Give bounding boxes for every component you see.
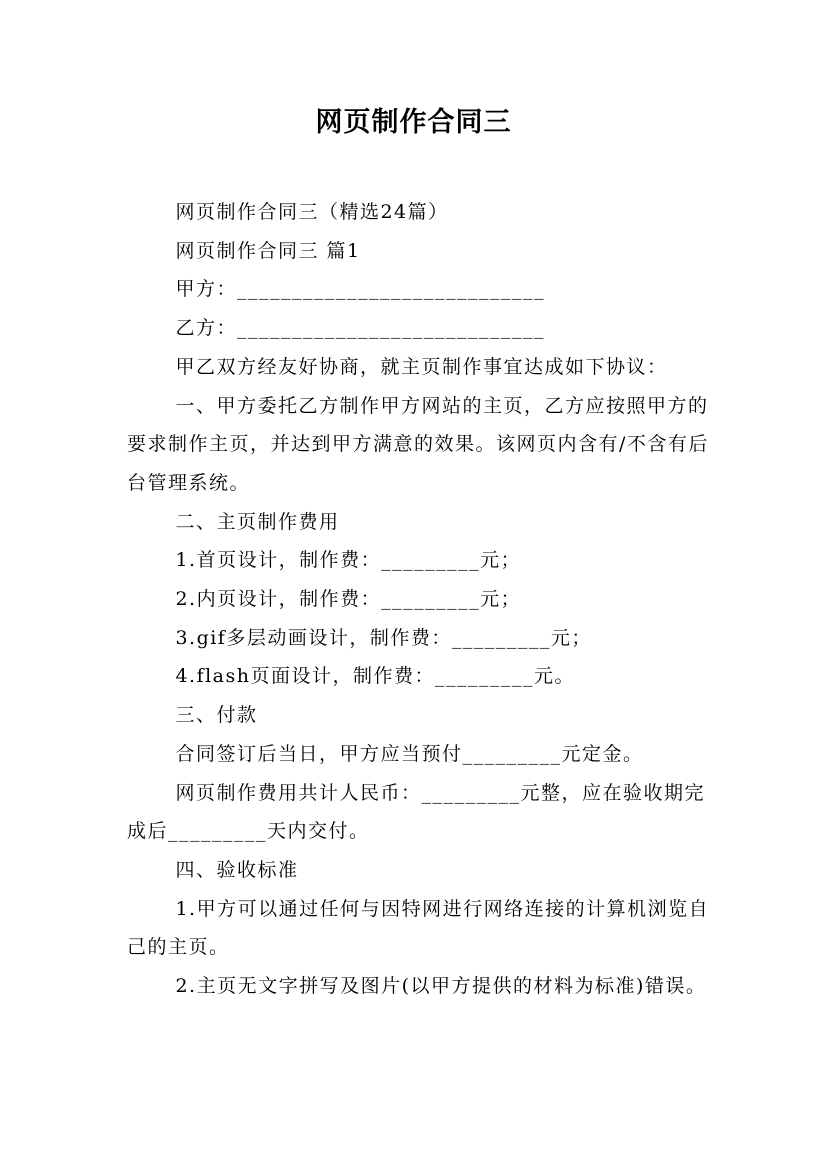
paragraph-acceptance-2: 2.主页无文字拼写及图片(以甲方提供的材料为标准)错误。: [175, 975, 707, 998]
paragraph-section-heading: 网页制作合同三 篇1: [175, 239, 361, 262]
paragraph-fee-inner-page: 2.内页设计，制作费：_________元；: [175, 588, 522, 611]
paragraph-clause-4-heading: 四、验收标准: [175, 858, 299, 881]
paragraph-agreement-intro: 甲乙双方经友好协商，就主页制作事宜达成如下协议：: [175, 355, 668, 378]
paragraph-fee-flash: 4.flash页面设计，制作费：_________元。: [175, 665, 575, 688]
paragraph-total-fee: 网页制作费用共计人民币：_________元整，应在验收期完成后_________天内交付。: [127, 781, 705, 843]
paragraph-acceptance-1: 1.甲方可以通过任何与因特网进行网络连接的计算机浏览自己的主页。: [127, 897, 710, 959]
paragraph-party-b: 乙方：____________________________: [175, 317, 545, 340]
paragraph-fee-homepage: 1.首页设计，制作费：_________元；: [175, 549, 522, 572]
document-body: [127, 193, 717, 1006]
paragraph-party-a: 甲方：____________________________: [175, 278, 545, 301]
paragraph-deposit: 合同签订后当日，甲方应当预付_________元定金。: [175, 742, 644, 765]
paragraph-subtitle: 网页制作合同三（精选24篇）: [175, 201, 449, 223]
paragraph-clause-1: 一、甲方委托乙方制作甲方网站的主页，乙方应按照甲方的要求制作主页，并达到甲方满意的效果。该网页内含有/不含有后台管理系统。: [127, 394, 709, 494]
paragraph-fee-gif: 3.gif多层动画设计，制作费：_________元；: [175, 626, 592, 649]
paragraph-clause-2-heading: 二、主页制作费用: [175, 510, 340, 533]
paragraph-clause-3-heading: 三、付款: [175, 704, 258, 727]
document-title: 网页制作合同三: [315, 107, 512, 138]
